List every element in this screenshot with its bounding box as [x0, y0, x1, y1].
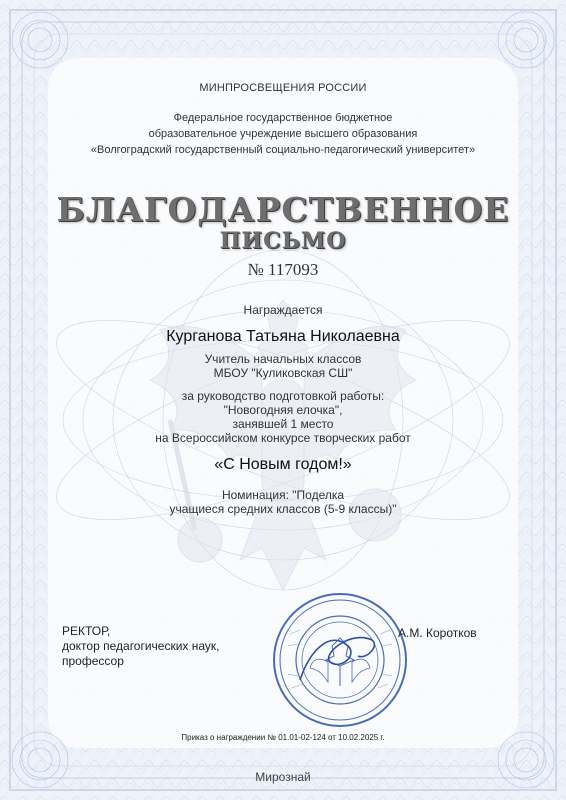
work-title: "Новогодняя елочка", [223, 403, 343, 417]
signatory-block [62, 624, 220, 669]
recipient-name: Курганова Татьяна Николаевна [166, 328, 400, 345]
signatory-name: А.М. Коротков [398, 626, 477, 640]
organization-line: «Волгоградский государственный социально-педагогический университет» [90, 144, 476, 156]
signatory-degree: доктор педагогических наук, [62, 639, 220, 653]
awarded-label: Награждается [243, 303, 323, 317]
nomination-line: Номинация: "Поделка [221, 488, 345, 502]
nomination-line: учащиеся средних классов (5-9 классы)" [169, 502, 397, 516]
organization-line: образовательное учреждение высшего образования [148, 128, 418, 140]
ministry-name: МИНПРОСВЕЩЕНИЯ РОССИИ [199, 82, 367, 94]
contest-name: «С Новым годом!» [214, 456, 352, 473]
organization-block [0, 110, 566, 158]
document-subtitle: ПИСЬМО [219, 228, 347, 254]
university-seal-icon [270, 590, 410, 730]
signatory-rank: профессор [62, 654, 124, 668]
contest-type-line: на Всероссийском конкурсе творческих работ [155, 431, 411, 445]
footer-brand: Мирознай [255, 770, 311, 784]
recipient-school: МБОУ "Куликовская СШ" [213, 366, 353, 380]
recipient-position: Учитель начальных классов [204, 352, 362, 366]
document-title: БЛАГОДАРСТВЕННОЕ [56, 190, 510, 229]
certificate-number: № 117093 [247, 260, 319, 279]
order-reference: Приказ о награждении № 01.01-02-124 от 10.02.2025 г. [181, 733, 385, 742]
place-line: занявшей 1 место [232, 417, 334, 431]
signatory-title: РЕКТОР, [62, 624, 111, 638]
organization-line: Федеральное государственное бюджетное [173, 112, 393, 124]
reason-line: за руководство подготовкой работы: [181, 389, 385, 403]
